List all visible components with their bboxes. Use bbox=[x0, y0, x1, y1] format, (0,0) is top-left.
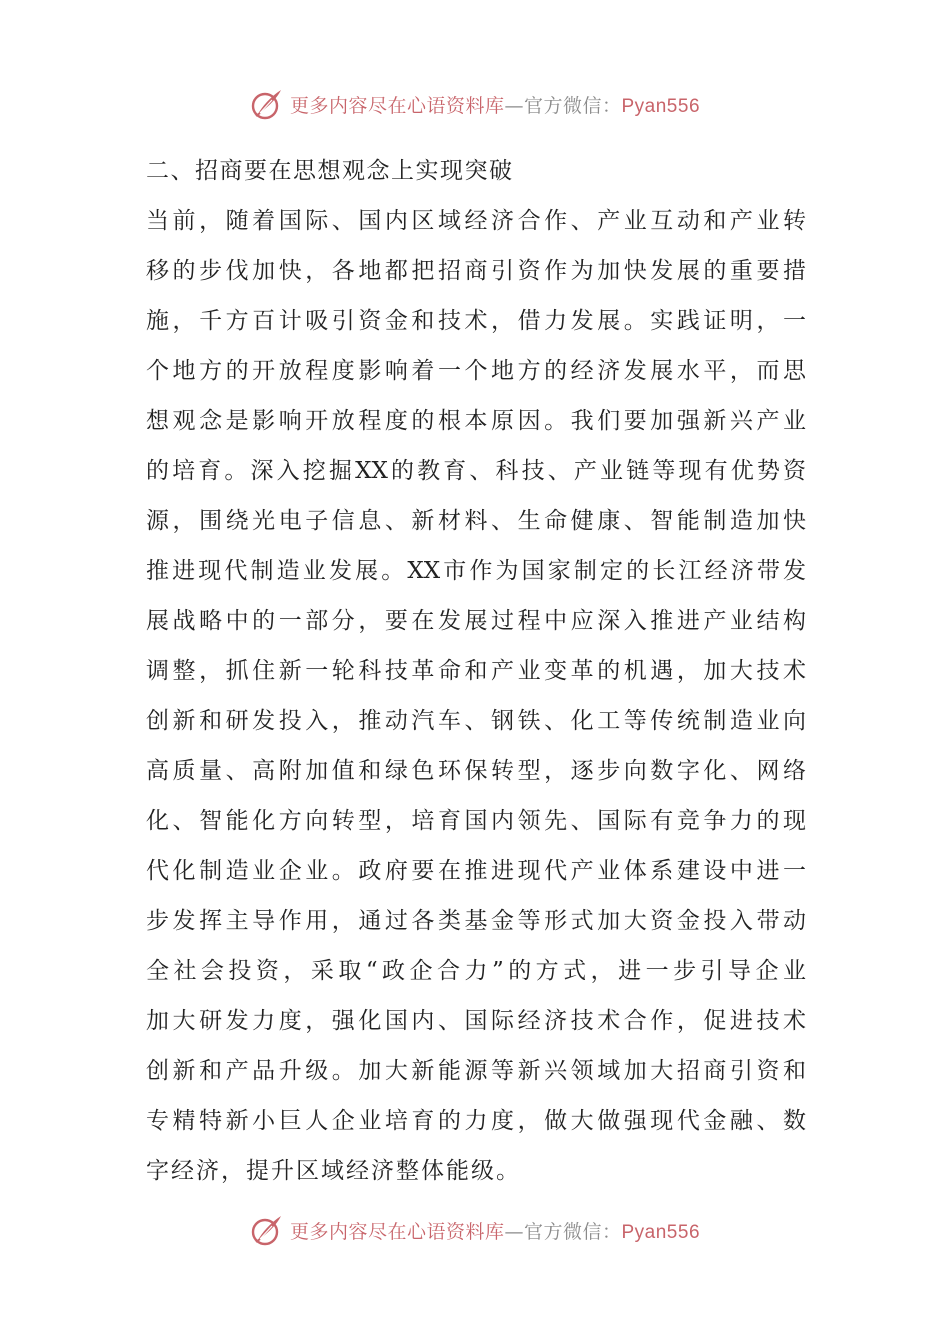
paragraph-line: 施，千方百计吸引资金和技术，借力发展。实践证明，一 bbox=[146, 308, 806, 334]
paragraph-line: 当前，随着国际、国内区域经济合作、产业互动和产业转 bbox=[146, 208, 806, 234]
paragraph-line: 移的步伐加快，各地都把招商引资作为加快发展的重要措 bbox=[146, 258, 806, 284]
paragraph-line: 加大研发力度，强化国内、国际经济技术合作，促进技术 bbox=[146, 1008, 806, 1034]
paragraph-line: 化、智能化方向转型，培育国内领先、国际有竞争力的现 bbox=[146, 808, 806, 834]
paragraph-line: 源，围绕光电子信息、新材料、生命健康、智能制造加快 bbox=[146, 508, 806, 534]
watermark-dash: — bbox=[504, 1220, 524, 1243]
watermark-wechat-id: Pyan556 bbox=[621, 1221, 701, 1243]
paragraph-line: 代化制造业企业。政府要在推进现代产业体系建设中进一 bbox=[146, 858, 806, 884]
watermark-wechat-label: 官方微信： bbox=[523, 94, 622, 117]
paragraph-line: 个地方的开放程度影响着一个地方的经济发展水平，而思 bbox=[146, 358, 806, 384]
paragraph-line: 的培育。深入挖掘XX的教育、科技、产业链等现有优势资 bbox=[146, 458, 806, 484]
watermark-wechat-id: Pyan556 bbox=[621, 95, 701, 117]
paragraph-line: 调整，抓住新一轮科技革命和产业变革的机遇，加大技术 bbox=[146, 658, 806, 684]
paragraph-line: 创新和研发投入，推动汽车、钢铁、化工等传统制造业向 bbox=[146, 708, 806, 734]
paragraph-line: 推进现代制造业发展。XX市作为国家制定的长江经济带发 bbox=[146, 558, 806, 584]
watermark-main-text: 更多内容尽在心语资料库 bbox=[289, 1220, 505, 1243]
watermark-main-text: 更多内容尽在心语资料库 bbox=[289, 94, 505, 117]
paragraph-line: 步发挥主导作用，通过各类基金等形式加大资金投入带动 bbox=[146, 908, 806, 934]
section-heading: 二、招商要在思想观念上实现突破 bbox=[146, 158, 514, 184]
watermark-wechat-label: 官方微信： bbox=[523, 1220, 622, 1243]
watermark-text bbox=[290, 1217, 700, 1244]
paragraph-line: 全社会投资，采取“政企合力”的方式，进一步引导企业 bbox=[146, 958, 806, 984]
paragraph-line: 高质量、高附加值和绿色环保转型，逐步向数字化、网络 bbox=[146, 758, 806, 784]
paragraph-line: 想观念是影响开放程度的根本原因。我们要加强新兴产业 bbox=[146, 408, 806, 434]
watermark-dash: — bbox=[504, 94, 524, 117]
paragraph-line: 创新和产品升级。加大新能源等新兴领域加大招商引资和 bbox=[146, 1058, 806, 1084]
watermark-text bbox=[290, 91, 700, 118]
paragraph-line: 专精特新小巨人企业培育的力度，做大做强现代金融、数 bbox=[146, 1108, 806, 1134]
paragraph bbox=[146, 196, 806, 1196]
document-body bbox=[146, 146, 806, 1196]
footer-watermark bbox=[0, 1208, 950, 1252]
quill-pen-logo-icon bbox=[250, 87, 284, 121]
paragraph-line: 展战略中的一部分，要在发展过程中应深入推进产业结构 bbox=[146, 608, 806, 634]
quill-pen-logo-icon bbox=[250, 1213, 284, 1247]
header-watermark bbox=[0, 82, 950, 126]
paragraph-line: 字经济，提升区域经济整体能级。 bbox=[146, 1158, 521, 1184]
